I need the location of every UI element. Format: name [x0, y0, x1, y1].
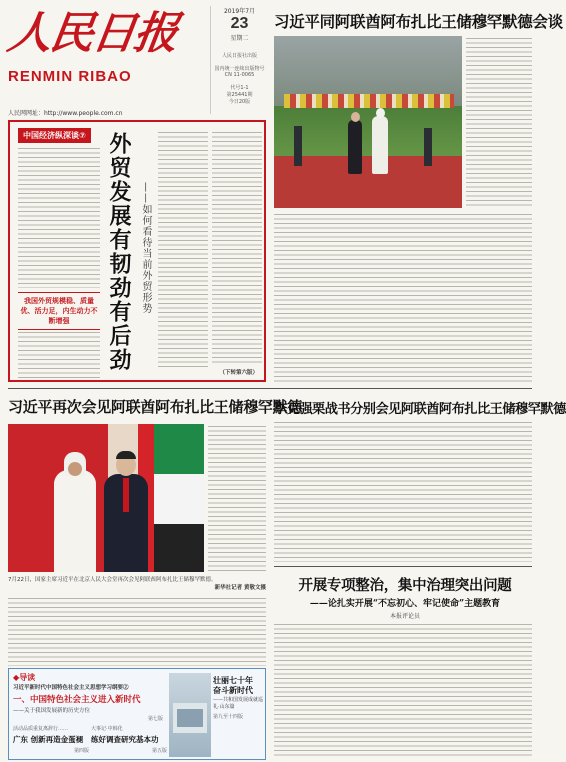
guide-item-2[interactable] — [13, 725, 89, 754]
masthead-info-0: 人民日报社出版 — [221, 53, 257, 59]
guide-item-3[interactable] — [91, 725, 167, 754]
guide-label-text: 导读 — [19, 673, 36, 682]
economy-tag: 中国经济纵深谈⑦ — [18, 128, 91, 143]
second-story-photo — [8, 424, 204, 572]
guide-item-2-top: 活动品质重复离辞行…… — [13, 726, 69, 732]
top-story-side-text — [466, 36, 532, 208]
top-story-body — [274, 212, 532, 382]
guide-item-4-page: 第九至十四版 — [213, 714, 244, 720]
guide-item-4-photo — [169, 673, 211, 757]
guide-item-1-title: 一、中国特色社会主义进入新时代 — [13, 695, 141, 705]
guide-label-icon: ◆ — [13, 673, 20, 682]
economy-continue[interactable]: （下转第六版） — [219, 370, 258, 376]
economy-quote: 我国外贸规模稳、质量优、活力足，内生动力不断增强 — [18, 292, 100, 330]
date-box — [210, 6, 268, 114]
guide-item-1[interactable] — [13, 683, 163, 722]
guide-box — [8, 668, 266, 760]
campaign-body — [274, 622, 532, 758]
economy-headline-text[interactable]: 外贸发展有韧劲有后劲 — [106, 132, 132, 372]
guide-item-4-sub: ——共和国发展成就巡礼·山东篇 — [213, 697, 264, 710]
masthead — [4, 4, 204, 117]
masthead-title: 人民日报 — [4, 8, 180, 59]
guide-item-3-page: 第五版 — [151, 748, 167, 754]
masthead-info-3: 代号1-1 — [230, 85, 249, 91]
economy-box — [8, 120, 266, 382]
economy-headline — [104, 132, 138, 380]
date-month: 2019年7月 — [223, 8, 256, 15]
guide-item-1-page: 第七版 — [147, 716, 163, 722]
masthead-info-4: 第25441期 — [226, 92, 253, 98]
masthead-info-1: 国内统一连续出版物号 — [214, 66, 265, 72]
guide-item-4-title: 壮丽七十年 奋斗新时代 — [213, 675, 253, 695]
li-story-headline[interactable]: 李克强栗战书分别会见阿联酋阿布扎比王储穆罕默德 — [274, 402, 566, 417]
masthead-pinyin: RENMIN RIBAO — [8, 68, 132, 85]
economy-body-left — [18, 146, 100, 288]
second-story-body — [8, 596, 266, 666]
guide-item-2-page: 第四版 — [73, 748, 89, 754]
second-story-side-text — [208, 424, 266, 572]
second-story-credit: 新华社记者 黄敬文摄 — [214, 585, 266, 591]
date-day: 23 — [230, 15, 249, 32]
masthead-url[interactable]: 人民网网址：http://www.people.com.cn — [8, 110, 123, 117]
campaign-subhead: ——论扎实开展“不忘初心、牢记使命”主题教育 — [309, 599, 501, 609]
masthead-info-2: CN 11-0065 — [224, 72, 255, 78]
campaign-byline: 本报评论员 — [389, 613, 420, 620]
guide-item-1-top: 习近平新时代中国特色社会主义思想学习纲要② — [13, 685, 129, 691]
li-story-body — [274, 420, 532, 562]
guide-item-4[interactable] — [213, 675, 263, 757]
date-weekday: 星期二 — [230, 35, 249, 42]
guide-item-1-sub: ——关于我国发展新的历史方位 — [13, 708, 91, 714]
masthead-info-5: 今日20版 — [228, 99, 251, 105]
economy-body-left-lower — [18, 330, 100, 378]
guide-item-3-title: 练好调查研究基本功 — [91, 735, 159, 744]
top-story-photo — [274, 36, 462, 208]
second-story-caption — [8, 576, 266, 592]
guide-item-2-title: 广东 创新再造金蛋褪 — [13, 735, 84, 744]
guide-item-3-top: 大事记·中韩化 — [91, 726, 123, 732]
economy-subhead — [138, 182, 154, 372]
economy-subhead-text: ——如何看待当前外贸形势 — [140, 182, 151, 314]
campaign-headline[interactable]: 开展专项整治，集中治理突出问题 — [298, 577, 512, 594]
guide-label — [13, 672, 35, 683]
li-story-divider — [274, 566, 532, 567]
section-divider — [8, 388, 532, 389]
economy-body-mid — [158, 130, 208, 370]
top-story-headline[interactable]: 习近平同阿联酋阿布扎比王储穆罕默德会谈 — [274, 12, 563, 31]
second-story-caption-text: 7月22日，国家主席习近平在北京人民大会堂再次会见阿联酋阿布扎比王储穆罕默德。 — [8, 577, 217, 583]
second-story-headline[interactable]: 习近平再次会见阿联酋阿布扎比王储穆罕默德 — [8, 398, 303, 416]
economy-body-right — [212, 130, 262, 366]
